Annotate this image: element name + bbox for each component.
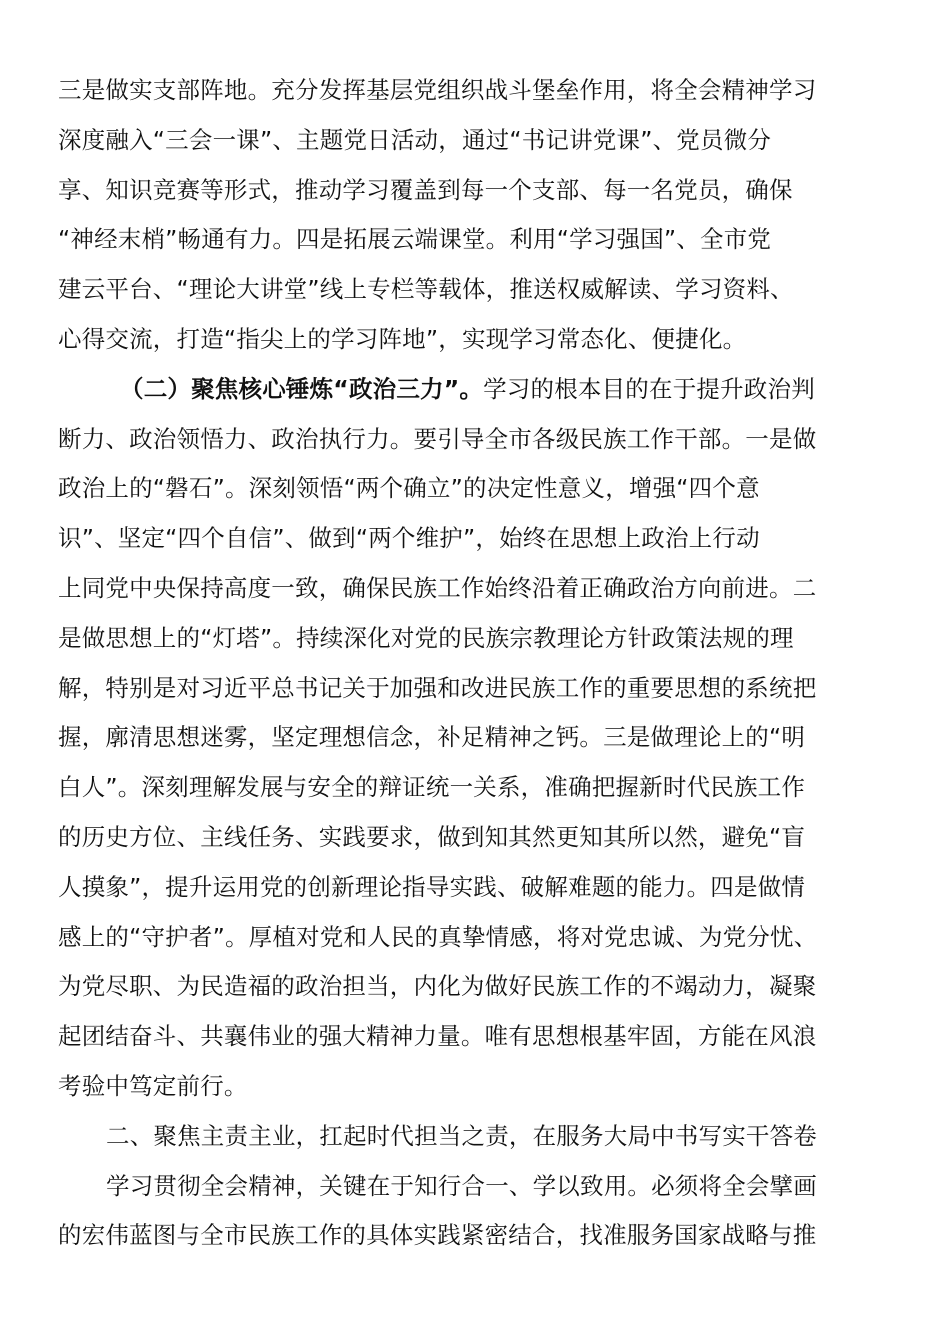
text-line: 享、知识竞赛等形式，推动学习覆盖到每一个支部、每一名党员，确保 [58, 175, 793, 204]
text-line: “神经末梢”畅通有力。四是拓展云端课堂。利用“学习强国”、全市党 [58, 225, 772, 254]
document-page [58, 70, 878, 1265]
text-line: 三是做实支部阵地。充分发挥基层党组织战斗堡垒作用，将全会精神学习 [58, 76, 817, 104]
text-line: 上同党中央保持高度一致，确保民族工作始终沿着正确政治方向前进。二 [58, 573, 817, 602]
text-line: 人摸象”，提升运用党的创新理论指导实践、破解难题的能力。四是做情 [58, 872, 806, 901]
text-line: 白人”。深刻理解发展与安全的辩证统一关系，准确把握新时代民族工作 [58, 773, 806, 802]
text-line: 握，廓清思想迷雾，坚定理想信念，补足精神之钙。三是做理论上的“明 [58, 723, 806, 752]
text-line: 的历史方位、主线任务、实践要求，做到知其然更知其所以然，避免“盲 [58, 822, 806, 851]
text-line: 深度融入“三会一课”、主题党日活动，通过“书记讲党课”、党员微分 [58, 125, 772, 154]
text-line: 建云平台、“理论大讲堂”线上专栏等载体，推送权威解读、学习资料、 [58, 275, 794, 304]
section-2-heading: （二）聚焦核心锤炼“政治三力”。 [120, 374, 484, 403]
text-line: 感上的“守护者”。厚植对党和人民的真挚情感，将对党忠诚、为党分忧、 [58, 922, 818, 951]
text-line: 的宏伟蓝图与全市民族工作的具体实践紧密结合，找准服务国家战略与推 [58, 1221, 817, 1250]
text-line: 心得交流，打造“指尖上的学习阵地”，实现学习常态化、便捷化。 [58, 324, 747, 353]
section-2-text: 学习的根本目的在于提升政治判 [483, 374, 815, 403]
text-line: 考验中笃定前行。 [58, 1071, 248, 1100]
text-line: 政治上的“磐石”。深刻领悟“两个确立”的决定性意义，增强“四个意 [58, 474, 760, 503]
text-line: 识”、坚定“四个自信”、做到“两个维护”，始终在思想上政治上行动 [58, 524, 760, 553]
part-2-heading: 二、聚焦主责主业，扛起时代担当之责，在服务大局中书写实干答卷 [106, 1121, 817, 1150]
section-2-first-line [58, 369, 878, 419]
text-line: 是做思想上的“灯塔”。持续深化对党的民族宗教理论方针政策法规的理 [58, 623, 794, 652]
text-line: 起团结奋斗、共襄伟业的强大精神力量。唯有思想根基牢固，方能在风浪 [58, 1022, 817, 1051]
text-line: 解，特别是对习近平总书记关于加强和改进民族工作的重要思想的系统把 [58, 673, 817, 702]
text-line: 断力、政治领悟力、政治执行力。要引导全市各级民族工作干部。一是做 [58, 424, 817, 453]
text-line: 学习贯彻全会精神，关键在于知行合一、学以致用。必须将全会擘画 [106, 1171, 817, 1200]
text-line: 为党尽职、为民造福的政治担当，内化为做好民族工作的不竭动力，凝聚 [58, 972, 817, 1001]
